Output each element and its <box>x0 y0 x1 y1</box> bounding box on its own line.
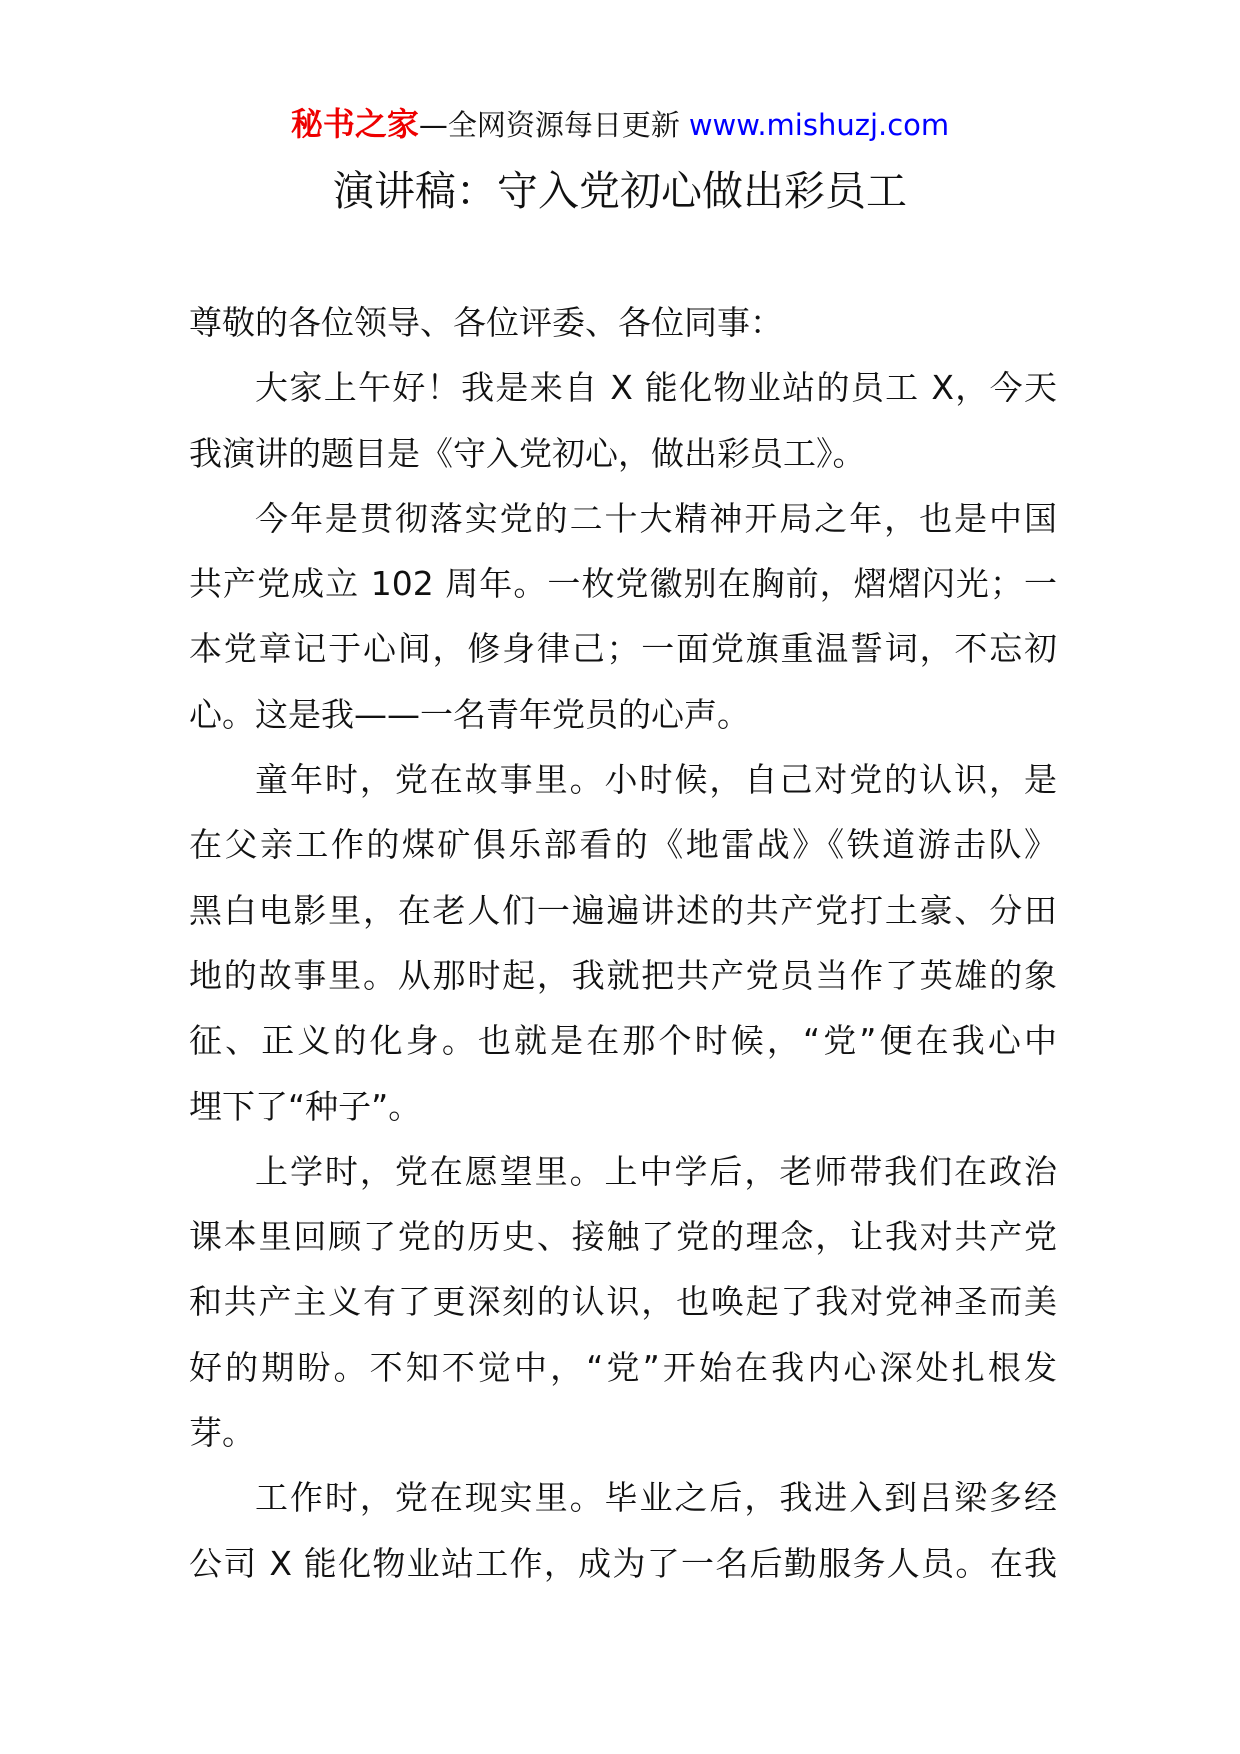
paragraph-line: 共产党成立 102 周年。一枚党徽别在胸前，熠熠闪光；一 <box>189 564 1057 604</box>
paragraph <box>189 355 1057 486</box>
paragraph-line: 芽。 <box>189 1413 255 1453</box>
paragraph <box>189 1139 1057 1465</box>
site-header <box>0 101 1240 148</box>
paragraph-line: 在父亲工作的煤矿俱乐部看的《地雷战》《铁道游击队》 <box>189 825 1057 865</box>
paragraph-line: 本党章记于心间，修身律己；一面党旗重温誓词，不忘初 <box>189 629 1057 669</box>
paragraph-line: 工作时，党在现实里。毕业之后，我进入到吕梁多经 <box>255 1478 1057 1518</box>
paragraph-line: 今年是贯彻落实党的二十大精神开局之年，也是中国 <box>255 498 1057 538</box>
paragraph-line: 心。这是我——一名青年党员的心声。 <box>189 694 750 734</box>
paragraph-line: 和共产主义有了更深刻的认识，也唤起了我对党神圣而美 <box>189 1282 1057 1322</box>
site-url: www.mishuzj.com <box>688 108 950 142</box>
paragraph-line: 童年时，党在故事里。小时候，自己对党的认识，是 <box>255 760 1057 800</box>
header-tagline: —全网资源每日更新 <box>418 108 680 142</box>
paragraph-line: 我演讲的题目是《守入党初心，做出彩员工》。 <box>189 433 866 473</box>
paragraph-line: 课本里回顾了党的历史、接触了党的理念，让我对共产党 <box>189 1217 1057 1257</box>
document-title: 演讲稿：守入党初心做出彩员工 <box>333 167 907 215</box>
brand-name: 秘书之家 <box>290 105 419 143</box>
paragraph <box>189 1465 1057 1596</box>
paragraph-line: 黑白电影里，在老人们一遍遍讲述的共产党打土豪、分田 <box>189 890 1057 930</box>
document-body <box>189 290 1057 1596</box>
paragraph-line: 大家上午好！我是来自 X 能化物业站的员工 X，今天 <box>255 368 1057 408</box>
paragraph <box>189 747 1057 1139</box>
paragraph-line: 公司 X 能化物业站工作，成为了一名后勤服务人员。在我 <box>189 1543 1057 1583</box>
paragraph-line: 征、正义的化身。也就是在那个时候，“党”便在我心中 <box>189 1021 1057 1061</box>
salutation: 尊敬的各位领导、各位评委、各位同事： <box>189 303 783 342</box>
paragraph-line: 地的故事里。从那时起，我就把共产党员当作了英雄的象 <box>189 955 1057 995</box>
paragraph <box>189 486 1057 747</box>
paragraph-line: 埋下了“种子”。 <box>189 1086 422 1126</box>
paragraph-line: 好的期盼。不知不觉中，“党”开始在我内心深处扎根发 <box>189 1347 1057 1387</box>
paragraph-line: 上学时，党在愿望里。上中学后，老师带我们在政治 <box>255 1151 1057 1191</box>
